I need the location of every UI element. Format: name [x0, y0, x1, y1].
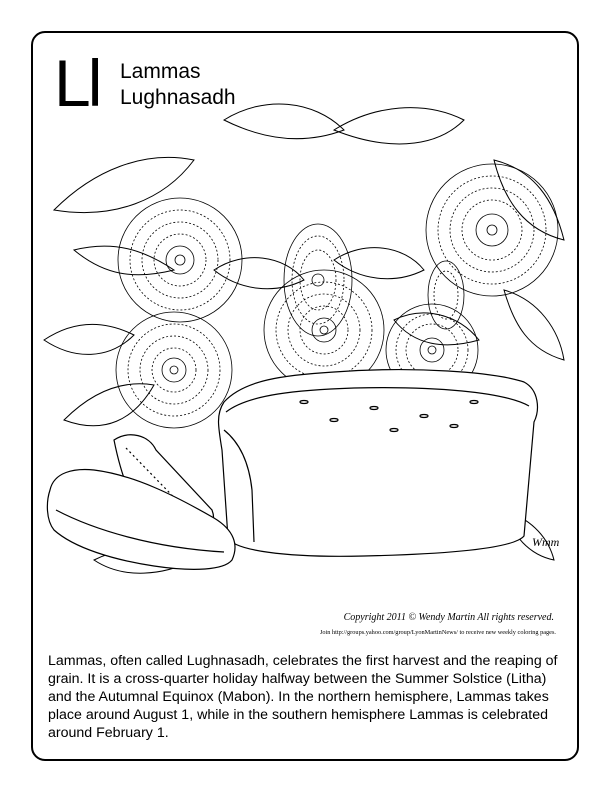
holiday-description: Lammas, often called Lughnasadh, celebrates the first harvest and the reaping of grain. It is a cross-quarter holiday halfway between the Summer Solstice (Litha) and the Autumnal Equinox (Mabon). In the northern hemisphere, Lammas takes place around August 1, while in the southern hemisphere Lammas is celebrated around February 1.	[48, 653, 558, 741]
sunflower-icon	[118, 198, 242, 322]
join-group-text: Join http://groups.yahoo.com/group/LyonMartinNews/ to receive new weekly coloring pages.	[319, 629, 556, 636]
bread-loaf-icon	[219, 370, 538, 557]
copyright-notice: Copyright 2011 © Wendy Martin All rights reserved.	[343, 612, 554, 623]
page-title-lammas: Lammas	[120, 60, 201, 83]
sunflower-icon	[426, 164, 558, 296]
alphabet-letter: Ll	[54, 46, 100, 120]
artist-signature: Wmm	[532, 535, 560, 549]
bread-slice-icon	[47, 435, 235, 570]
sunflower-icon	[428, 261, 464, 329]
coloring-illustration	[34, 90, 578, 600]
page-title-lughnasadh: Lughnasadh	[120, 86, 236, 109]
